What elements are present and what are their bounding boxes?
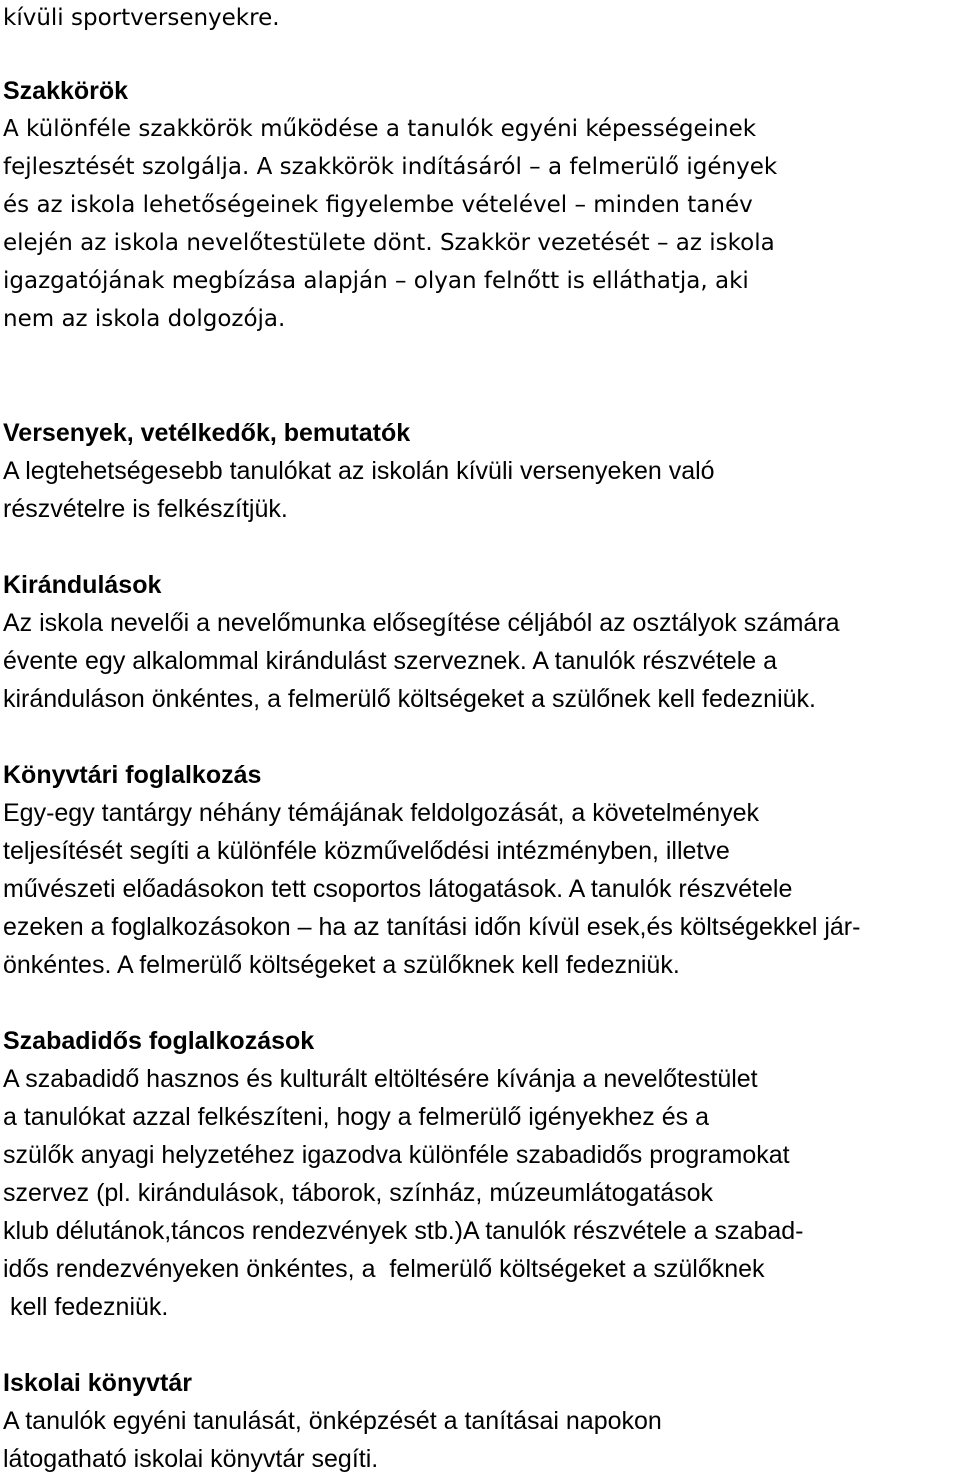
paragraph-line: részvételre is felkészítjük. [3, 495, 288, 523]
paragraph-line: szervez (pl. kirándulások, táborok, színház, múzeumlátogatások [3, 1179, 714, 1207]
section-heading-szabadidos-foglalkozasok: Szabadidős foglalkozások [3, 1027, 315, 1055]
section-heading-konyvtari-foglalkozas: Könyvtári foglalkozás [3, 761, 262, 789]
paragraph-line: A különféle szakkörök működése a tanulók egyéni képességeinek [3, 116, 757, 142]
paragraph-line: Egy-egy tantárgy néhány témájának feldolgozását, a követelmények [3, 799, 760, 827]
paragraph-line: látogatható iskolai könyvtár segíti. [3, 1445, 379, 1473]
paragraph-line: teljesítését segíti a különféle közművelődési intézményben, illetve [3, 837, 730, 865]
paragraph-line: szülők anyagi helyzetéhez igazodva különféle szabadidős programokat [3, 1141, 790, 1169]
section-heading-iskolai-konyvtar: Iskolai könyvtár [3, 1369, 192, 1397]
section-heading-versenyek: Versenyek, vetélkedők, bemutatók [3, 419, 411, 447]
paragraph-line: nem az iskola dolgozója. [3, 306, 286, 332]
paragraph-line: ezeken a foglalkozásokon – ha az tanítási időn kívül esek,és költségekkel jár- [3, 913, 861, 941]
paragraph-line: Az iskola nevelői a nevelőmunka elősegítése céljából az osztályok számára [3, 609, 840, 637]
paragraph-line: a tanulókat azzal felkészíteni, hogy a felmerülő igényekhez és a [3, 1103, 709, 1131]
paragraph-line: A tanulók egyéni tanulását, önképzését a tanításai napokon [3, 1407, 662, 1435]
paragraph-line: és az iskola lehetőségeinek figyelembe vételével – minden tanév [3, 192, 753, 218]
paragraph-line: kell fedezniük. [3, 1293, 169, 1321]
paragraph-line: igazgatójának megbízása alapján – olyan felnőtt is elláthatja, aki [3, 268, 749, 294]
paragraph-line: A szabadidő hasznos és kulturált eltöltésére kívánja a nevelőtestület [3, 1065, 758, 1093]
section-heading-szakkorok: Szakkörök [3, 77, 129, 105]
paragraph-line: kiránduláson önkéntes, a felmerülő költségeket a szülőnek kell fedezniük. [3, 685, 816, 713]
section-heading-kirandulasok: Kirándulások [3, 571, 162, 599]
paragraph-line: önkéntes. A felmerülő költségeket a szülőknek kell fedezniük. [3, 951, 680, 979]
paragraph-line: A legtehetségesebb tanulókat az iskolán kívüli versenyeken való [3, 457, 715, 485]
paragraph-line: idős rendezvényeken önkéntes, a felmerülő költségeket a szülőknek [3, 1255, 765, 1283]
paragraph-line: fejlesztését szolgálja. A szakkörök indításáról – a felmerülő igények [3, 154, 778, 180]
intro-tail-text: kívüli sportversenyekre. [3, 5, 280, 31]
paragraph-line: művészeti előadásokon tett csoportos látogatások. A tanulók részvétele [3, 875, 793, 903]
paragraph-line: évente egy alkalommal kirándulást szerveznek. A tanulók részvétele a [3, 647, 778, 675]
paragraph-line: elején az iskola nevelőtestülete dönt. Szakkör vezetését – az iskola [3, 230, 775, 256]
paragraph-line: klub délutánok,táncos rendezvények stb.)A tanulók részvétele a szabad- [3, 1217, 804, 1245]
